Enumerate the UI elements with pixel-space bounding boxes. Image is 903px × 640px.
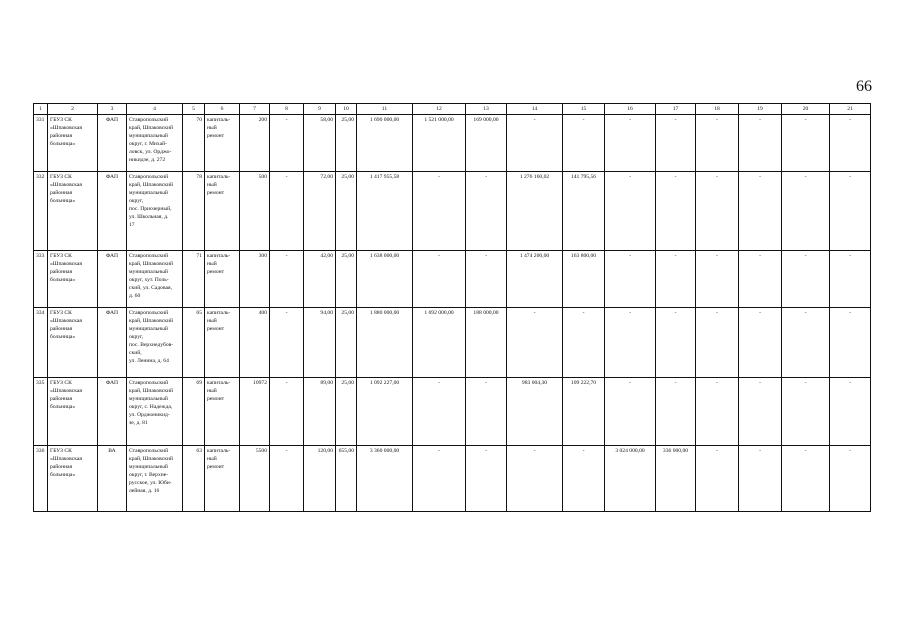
row-number-cell: 336	[34, 446, 48, 512]
col8-cell: -	[270, 251, 304, 308]
col8-cell: -	[270, 378, 304, 446]
col17-cell: -	[656, 251, 696, 308]
col10-cell: 25,00	[336, 378, 357, 446]
row-number-cell: 332	[34, 172, 48, 251]
facility-type-cell: ФАП	[98, 172, 127, 251]
col11-cell: 1 638 000,00	[357, 251, 413, 308]
table-row	[34, 251, 871, 308]
col10-cell: 25,00	[336, 308, 357, 378]
work-type-cell: капиталь- ный ремонт	[205, 115, 240, 172]
address-cell: Ставропольский край, Шпаковский муниципальный округ, с. Надежда, ул. Орджоникид- зе, д. 81	[127, 378, 183, 446]
col19-cell: -	[739, 115, 782, 172]
col19-cell: -	[739, 378, 782, 446]
col8-cell: -	[270, 308, 304, 378]
col17-cell: -	[656, 115, 696, 172]
col12-cell: -	[413, 172, 466, 251]
col13-cell: -	[466, 251, 507, 308]
col17-cell: -	[656, 172, 696, 251]
col12-cell: -	[413, 378, 466, 446]
col7-cell: 500	[240, 172, 270, 251]
col11-cell: 1 690 000,00	[357, 115, 413, 172]
column-header: 9	[304, 104, 336, 115]
col10-cell: 25,00	[336, 251, 357, 308]
col13-cell: 169 000,00	[466, 115, 507, 172]
row-number-cell: 335	[34, 378, 48, 446]
column-header: 1	[34, 104, 48, 115]
column-header: 20	[782, 104, 830, 115]
column-header: 10	[336, 104, 357, 115]
row-number-cell: 334	[34, 308, 48, 378]
column-header: 12	[413, 104, 466, 115]
address-cell: Ставропольский край, Шпаковский муниципальный округ, г. Михай- ловск, ул. Орджо- никидзе, д. 272	[127, 115, 183, 172]
facility-type-cell: ФАП	[98, 378, 127, 446]
row-number-cell: 333	[34, 251, 48, 308]
col12-cell: -	[413, 251, 466, 308]
column-header: 16	[605, 104, 656, 115]
col10-cell: 655,00	[336, 446, 357, 512]
col9-cell: 58,00	[304, 115, 336, 172]
col16-cell: 3 024 000,00	[605, 446, 656, 512]
col15-cell: -	[563, 115, 605, 172]
organization-cell: ГБУЗ СК «Шпаковская районная больница»	[48, 378, 98, 446]
col10-cell: 25,00	[336, 172, 357, 251]
col7-cell: 10972	[240, 378, 270, 446]
column-header: 4	[127, 104, 183, 115]
col13-cell: 188 000,00	[466, 308, 507, 378]
col21-cell: -	[830, 446, 871, 512]
address-cell: Ставропольский край, Шпаковский муниципальный округ, пос. Приозерный, ул. Школьная, д. 17	[127, 172, 183, 251]
col7-cell: 200	[240, 115, 270, 172]
col20-cell: -	[782, 251, 830, 308]
col14-cell: 1 276 160,02	[507, 172, 563, 251]
column-header: 6	[205, 104, 240, 115]
col5-cell: 78	[183, 172, 205, 251]
col7-cell: 300	[240, 251, 270, 308]
organization-cell: ГБУЗ СК «Шпаковская районная больница»	[48, 251, 98, 308]
address-cell: Ставропольский край, Шпаковский муниципальный округ, г. Верхне- русское, ул. Юби- лейная, д. 16	[127, 446, 183, 512]
column-header: 11	[357, 104, 413, 115]
col11-cell: 1 092 227,00	[357, 378, 413, 446]
col11-cell: 1 417 955,58	[357, 172, 413, 251]
col14-cell: -	[507, 446, 563, 512]
col19-cell: -	[739, 251, 782, 308]
col11-cell: 3 360 000,00	[357, 446, 413, 512]
table-row	[34, 446, 871, 512]
col16-cell: -	[605, 378, 656, 446]
col17-cell: -	[656, 378, 696, 446]
column-header: 18	[696, 104, 739, 115]
data-table	[33, 103, 871, 512]
col9-cell: 120,00	[304, 446, 336, 512]
col20-cell: -	[782, 446, 830, 512]
col21-cell: -	[830, 115, 871, 172]
column-header: 14	[507, 104, 563, 115]
column-header: 7	[240, 104, 270, 115]
col12-cell: 1 692 000,00	[413, 308, 466, 378]
col21-cell: -	[830, 308, 871, 378]
col14-cell: -	[507, 308, 563, 378]
column-header: 19	[739, 104, 782, 115]
col5-cell: 70	[183, 115, 205, 172]
col14-cell: 1 474 200,00	[507, 251, 563, 308]
col19-cell: -	[739, 446, 782, 512]
col14-cell: 983 004,30	[507, 378, 563, 446]
facility-type-cell: ФАП	[98, 115, 127, 172]
organization-cell: ГБУЗ СК «Шпаковская районная больница»	[48, 446, 98, 512]
column-header: 21	[830, 104, 871, 115]
col18-cell: -	[696, 446, 739, 512]
address-cell: Ставропольский край, Шпаковский муниципальный округ, хут. Поль- ский, ул. Садовая, д. 60	[127, 251, 183, 308]
col20-cell: -	[782, 378, 830, 446]
col8-cell: -	[270, 115, 304, 172]
organization-cell: ГБУЗ СК «Шпаковская районная больница»	[48, 172, 98, 251]
col15-cell: 109 222,70	[563, 378, 605, 446]
col16-cell: -	[605, 115, 656, 172]
facility-type-cell: ФАП	[98, 251, 127, 308]
col11-cell: 1 880 000,00	[357, 308, 413, 378]
col14-cell: -	[507, 115, 563, 172]
col12-cell: -	[413, 446, 466, 512]
col5-cell: 63	[183, 446, 205, 512]
work-type-cell: капиталь- ный ремонт	[205, 446, 240, 512]
col17-cell: 336 000,00	[656, 446, 696, 512]
col13-cell: -	[466, 378, 507, 446]
col18-cell: -	[696, 378, 739, 446]
work-type-cell: капиталь- ный ремонт	[205, 251, 240, 308]
col8-cell: -	[270, 446, 304, 512]
col18-cell: -	[696, 308, 739, 378]
col19-cell: -	[739, 308, 782, 378]
table-row	[34, 172, 871, 251]
page-number: 66	[856, 78, 872, 95]
col20-cell: -	[782, 172, 830, 251]
col15-cell: -	[563, 308, 605, 378]
facility-type-cell: ВА	[98, 446, 127, 512]
col13-cell: -	[466, 172, 507, 251]
table-row	[34, 115, 871, 172]
column-header: 5	[183, 104, 205, 115]
col8-cell: -	[270, 172, 304, 251]
col16-cell: -	[605, 308, 656, 378]
col21-cell: -	[830, 251, 871, 308]
col9-cell: 94,00	[304, 308, 336, 378]
column-header: 17	[656, 104, 696, 115]
organization-cell: ГБУЗ СК «Шпаковская районная больница»	[48, 115, 98, 172]
col21-cell: -	[830, 378, 871, 446]
col20-cell: -	[782, 115, 830, 172]
col9-cell: 42,00	[304, 251, 336, 308]
col18-cell: -	[696, 115, 739, 172]
col18-cell: -	[696, 172, 739, 251]
col7-cell: 5500	[240, 446, 270, 512]
col5-cell: 71	[183, 251, 205, 308]
col16-cell: -	[605, 172, 656, 251]
col9-cell: 72,00	[304, 172, 336, 251]
col10-cell: 25,00	[336, 115, 357, 172]
col16-cell: -	[605, 251, 656, 308]
col18-cell: -	[696, 251, 739, 308]
address-cell: Ставропольский край, Шпаковский муниципальный округ, пос. Верхнедубов- ский, ул. Ленина, д. 64	[127, 308, 183, 378]
column-header-row	[34, 104, 871, 115]
col5-cell: 65	[183, 308, 205, 378]
col13-cell: -	[466, 446, 507, 512]
col15-cell: -	[563, 446, 605, 512]
col7-cell: 400	[240, 308, 270, 378]
col12-cell: 1 521 000,00	[413, 115, 466, 172]
organization-cell: ГБУЗ СК «Шпаковская районная больница»	[48, 308, 98, 378]
column-header: 3	[98, 104, 127, 115]
facility-type-cell: ФАП	[98, 308, 127, 378]
work-type-cell: капиталь- ный ремонт	[205, 172, 240, 251]
table-row	[34, 378, 871, 446]
col20-cell: -	[782, 308, 830, 378]
col15-cell: 163 800,00	[563, 251, 605, 308]
col21-cell: -	[830, 172, 871, 251]
table-row	[34, 308, 871, 378]
col17-cell: -	[656, 308, 696, 378]
col19-cell: -	[739, 172, 782, 251]
column-header: 15	[563, 104, 605, 115]
row-number-cell: 331	[34, 115, 48, 172]
work-type-cell: капиталь- ный ремонт	[205, 308, 240, 378]
col9-cell: 89,00	[304, 378, 336, 446]
col5-cell: 69	[183, 378, 205, 446]
column-header: 2	[48, 104, 98, 115]
col15-cell: 141 795,56	[563, 172, 605, 251]
work-type-cell: капиталь- ный ремонт	[205, 378, 240, 446]
column-header: 8	[270, 104, 304, 115]
column-header: 13	[466, 104, 507, 115]
